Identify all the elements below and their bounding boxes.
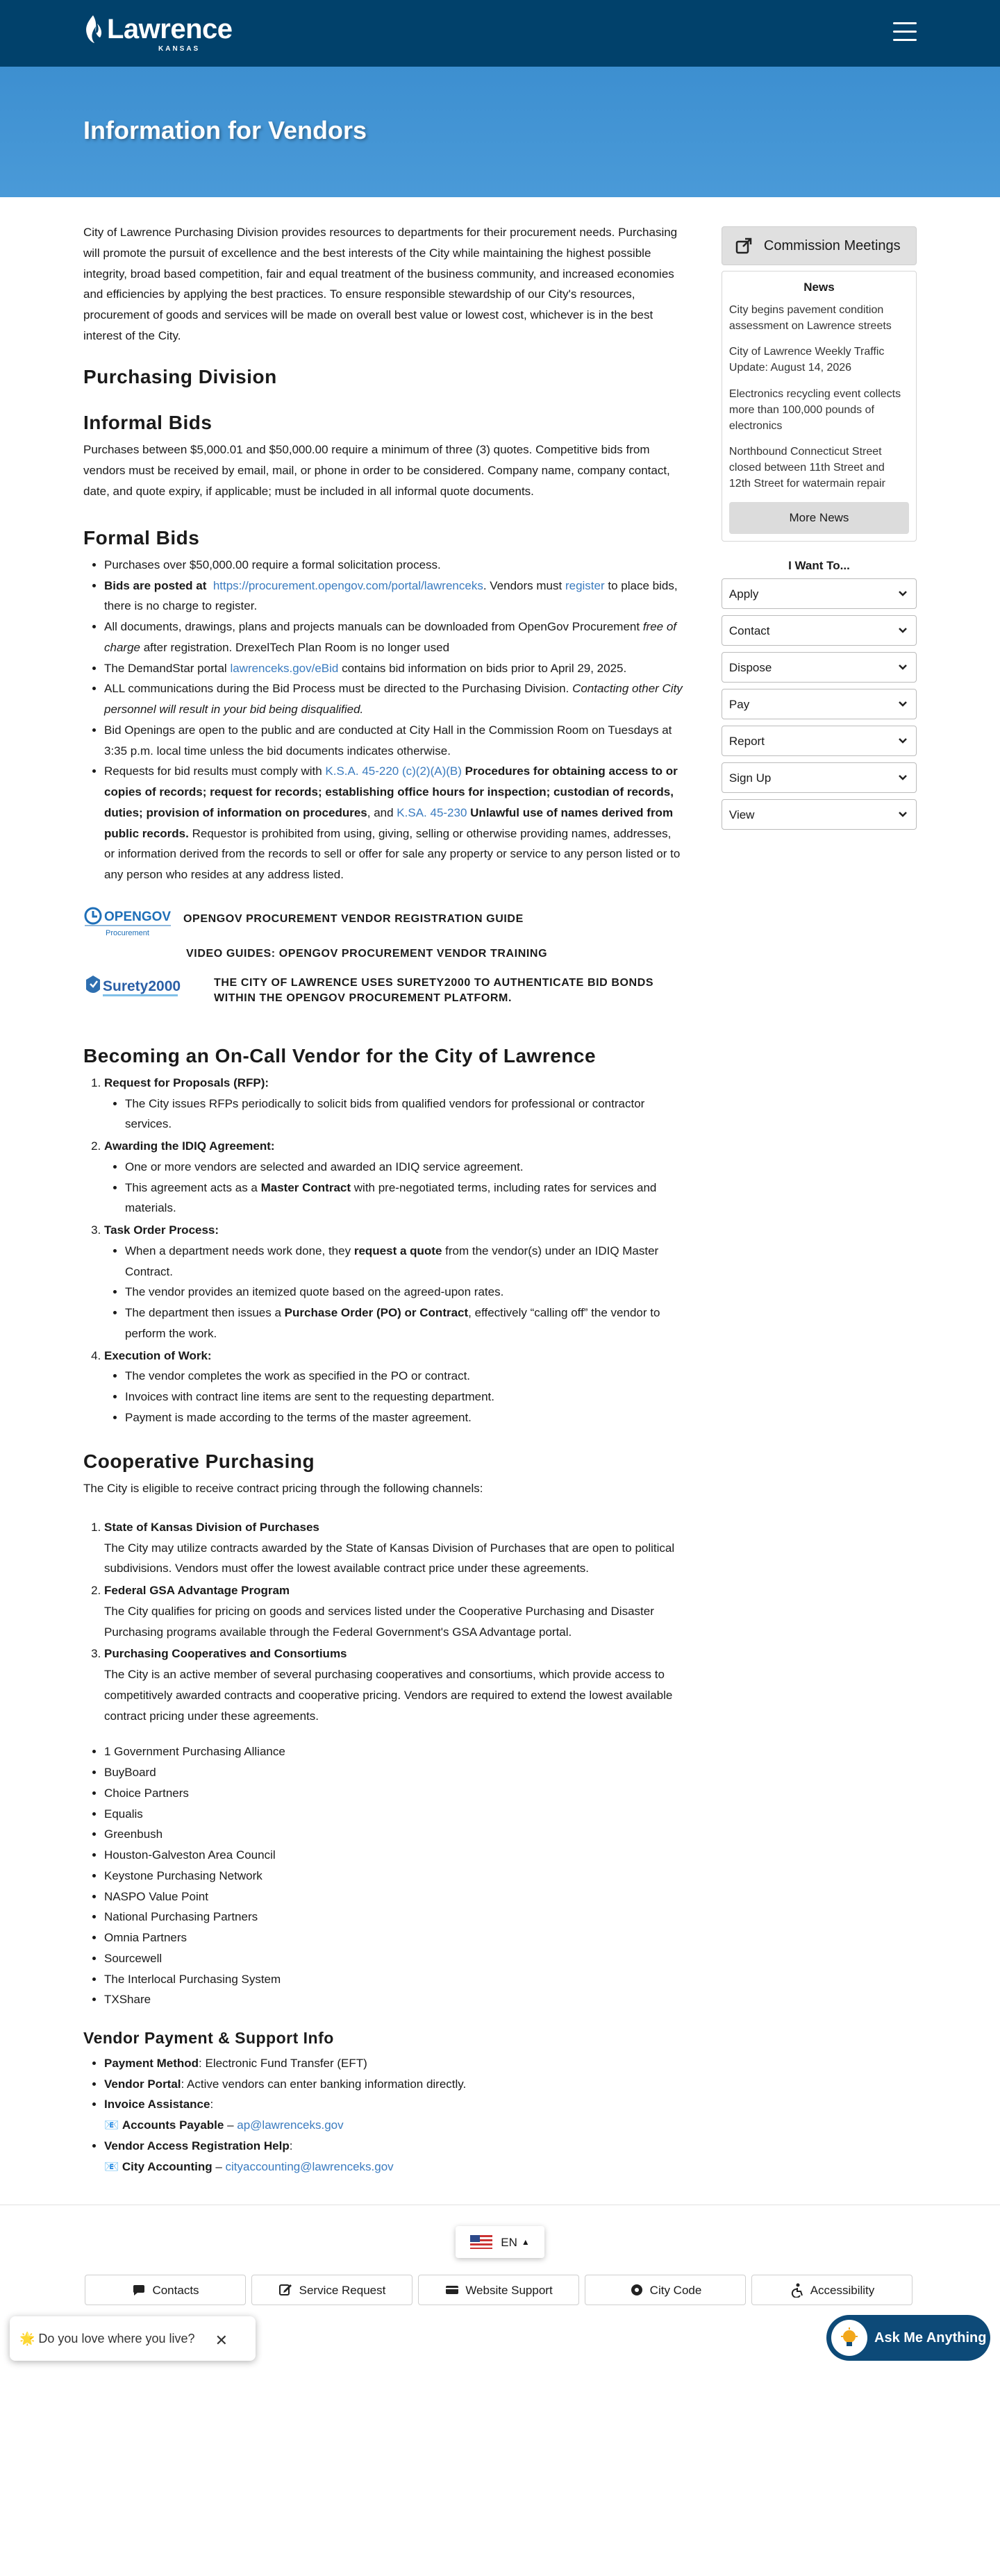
coop-list-item: • National Purchasing Partners (104, 1907, 684, 1927)
svg-text:Procurement: Procurement (106, 928, 149, 937)
formal-list (83, 555, 684, 885)
site-header (0, 0, 1000, 67)
list-item: • All documents, drawings, plans and projects manuals can be downloaded from OpenGov Procurement free of charge after registration. DrexelTech Plan Room is no longer used (104, 617, 684, 658)
list-item: • Requests for bid results must comply with K.S.A. 45-220 (c)(2)(A)(B) Procedures for obtaining access to or copies of records; request for records; establishing office hours for inspection; custodian of records, duties; provision of information on procedures, and K.SA. 45-230 Unlawful use of names derived from public records. Requestor is prohibited from using, giving, selling or otherwise providing names, addresses, or information derived from the records to sell or offer for sale any property or service to any person listed or to any person who resides at any address listed. (104, 761, 684, 885)
city-logo[interactable] (83, 14, 233, 53)
chevron-down-icon (898, 627, 908, 634)
news-item-link[interactable]: City of Lawrence Weekly Traffic Update: August 14, 2026 (728, 346, 885, 374)
surety2000-text: THE CITY OF LAWRENCE USES SURETY2000 TO AUTHENTICATE BID BONDS WITHIN THE OPENGOV PROCUREMENT PLATFORM. (214, 976, 654, 1004)
register-link[interactable]: register (565, 578, 605, 592)
list-item: • Bid Openings are open to the public and are conducted at City Hall in the Commission Room on Tuesdays at 3:35 p.m. local time unless the bid documents indicates otherwise. (104, 720, 684, 762)
coop-list-item: • Omnia Partners (104, 1927, 684, 1948)
footer-button[interactable]: City Code (585, 2275, 746, 2305)
list-item: 1. Request for Proposals (RFP): • The City issues RFPs periodically to solicit bids from qualified vendors for professional or contractor services. (104, 1073, 684, 1135)
payment-heading: Vendor Payment & Support Info (83, 2029, 334, 2048)
list-item: • Purchases over $50,000.00 require a formal solicitation process. (104, 555, 684, 576)
ask-me-anything-button[interactable]: Ask Me Anything (826, 2315, 990, 2361)
i-want-to-dropdown[interactable]: Pay (722, 689, 917, 719)
coop-list-item: • Sourcewell (104, 1948, 684, 1969)
sidebar (722, 222, 917, 2177)
video-guides-link[interactable]: VIDEO GUIDES: OPENGOV PROCUREMENT VENDOR TRAINING (186, 947, 548, 960)
intro-paragraph: City of Lawrence Purchasing Division provides resources to departments for their procurement needs. Purchasing will promote the pursuit of excellence and the best interests of the City while maintaining the highest possible integrity, broad based competition, fair and equal treatment of the business community, and increased economies and efficiencies by applying the best practices. To ensure responsible stewardship of our City's resources, procurement of goods and services will be made on overall best value or lowest cost, whichever is in the best interest of the City. (83, 226, 678, 342)
coop-list-item: • The Interlocal Purchasing System (104, 1969, 684, 1990)
news-item-link[interactable]: City begins pavement condition assessment on Lawrence streets (728, 303, 892, 332)
footer-button[interactable]: Website Support (418, 2275, 579, 2305)
coop-list-item: • Keystone Purchasing Network (104, 1866, 684, 1887)
chevron-down-icon (898, 737, 908, 744)
list-item: • Vendor Access Registration Help: 📧 City Accounting – cityaccounting@lawrenceks.gov (104, 2136, 684, 2177)
oncall-steps (83, 1073, 684, 1428)
list-item: • Vendor Portal: Active vendors can enter banking information directly. (104, 2074, 684, 2095)
lightbulb-icon (831, 2320, 867, 2356)
list-item: 3. Task Order Process: • When a department needs work done, they request a quote from the vendor(s) under an IDIQ Master Contract. • The vendor provides an itemized quote based on the agreed-upon rates. • The department then issues a Purchase Order (PO) or Contract, effectively “calling off” the vendor to perform the work. (104, 1220, 684, 1344)
chevron-down-icon (898, 701, 908, 708)
opengov-guide-link[interactable]: OPENGOV PROCUREMENT VENDOR REGISTRATION GUIDE (183, 913, 524, 926)
ksa-45-230-link[interactable]: K.SA. 45-230 (397, 805, 467, 819)
surety2000-logo (83, 971, 181, 1010)
mail-icon: 📧 (104, 2159, 119, 2173)
payment-list (83, 2053, 684, 2177)
list-item: 4. Execution of Work: • The vendor completes the work as specified in the PO or contract. • Invoices with contract line items are sent to the requesting department. • Payment is made according to the terms of the master agreement. (104, 1346, 684, 1428)
news-item-link[interactable]: Electronics recycling event collects more than 100,000 pounds of electronics (728, 387, 901, 432)
flame-icon (83, 14, 104, 44)
coop-list-item: • TXShare (104, 1989, 684, 2010)
hero-banner (0, 67, 1000, 197)
ap-email-link[interactable]: ap@lawrenceks.gov (237, 2118, 344, 2132)
news-item-link[interactable]: Northbound Connecticut Street closed between 11th Street and 12th Street for watermain repair (728, 446, 885, 490)
chevron-down-icon (898, 664, 908, 671)
commission-meetings-button[interactable]: Commission Meetings (722, 226, 917, 265)
chevron-down-icon (898, 590, 908, 597)
i-want-to-dropdown[interactable]: Apply (722, 578, 917, 609)
i-want-to-dropdown[interactable]: View (722, 799, 917, 830)
main-content (83, 222, 684, 2177)
coop-list-item: • Greenbush (104, 1824, 684, 1845)
list-item: • Invoice Assistance: 📧 Accounts Payable – ap@lawrenceks.gov (104, 2094, 684, 2136)
purchasing-heading: Purchasing Division (83, 365, 277, 387)
city-accounting-email-link[interactable]: cityaccounting@lawrenceks.gov (225, 2159, 394, 2173)
footer-button[interactable]: Service Request (251, 2275, 412, 2305)
page-title: Information for Vendors (83, 116, 367, 144)
footer-button[interactable]: Accessibility (751, 2275, 912, 2305)
close-icon[interactable]: ✕ (215, 2332, 228, 2350)
coop-list-item: • Equalis (104, 1804, 684, 1825)
informal-heading: Informal Bids (83, 411, 212, 433)
svg-text:OPENGOV: OPENGOV (104, 909, 172, 924)
chevron-down-icon (898, 774, 908, 781)
list-item: • The DemandStar portal lawrenceks.gov/eBid contains bid information on bids prior to April 29, 2025. (104, 658, 684, 679)
i-want-to-dropdown[interactable]: Contact (722, 615, 917, 646)
brand-sub: KANSAS (158, 45, 201, 53)
list-item: • Bids are posted at https://procurement.opengov.com/portal/lawrenceks. Vendors must register to place bids, there is no charge to register. (104, 576, 684, 617)
us-flag-icon (470, 2235, 492, 2249)
opengov-portal-link[interactable]: https://procurement.opengov.com/portal/lawrenceks (212, 578, 483, 592)
i-want-to-dropdown[interactable]: Sign Up (722, 762, 917, 793)
list-item: • ALL communications during the Bid Process must be directed to the Purchasing Division. Contacting other City personnel will result in your bid being disqualified. (104, 678, 684, 720)
svg-text:Surety2000: Surety2000 (103, 978, 181, 994)
list-item: 2. Awarding the IDIQ Agreement: • One or more vendors are selected and awarded an IDIQ service agreement. • This agreement acts as a Master Contract with pre-negotiated terms, including rates for services and materials. (104, 1136, 684, 1219)
coop-list-item: • Choice Partners (104, 1783, 684, 1804)
news-title: News (803, 281, 835, 294)
coop-list-item: • BuyBoard (104, 1762, 684, 1783)
chat-icon (131, 2282, 147, 2298)
oncall-heading: Becoming an On-Call Vendor for the City of Lawrence (83, 1044, 597, 1067)
chevron-up-icon: ▲ (521, 2236, 530, 2247)
footer-button[interactable]: Contacts (85, 2275, 246, 2305)
coop-list-item: • NASPO Value Point (104, 1887, 684, 1907)
language-selector[interactable]: EN ▲ (456, 2226, 544, 2258)
i-want-to-heading: I Want To... (788, 558, 850, 572)
news-panel (722, 271, 917, 542)
formal-heading: Formal Bids (83, 526, 200, 549)
ebid-link[interactable]: lawrenceks.gov/eBid (230, 661, 339, 675)
vendor-resources (83, 905, 684, 1010)
list-item: • Payment Method: Electronic Fund Transfer (EFT) (104, 2053, 684, 2074)
gear-icon (629, 2282, 644, 2298)
survey-toast[interactable]: 🌟 Do you love where you live? ✕ (10, 2316, 256, 2361)
coop-intro: The City is eligible to receive contract pricing through the following channels: (83, 1482, 483, 1496)
accessibility-icon (790, 2282, 805, 2298)
chevron-down-icon (898, 811, 908, 818)
site-footer (0, 2205, 1000, 2382)
ksa-45-220-link[interactable]: K.S.A. 45-220 (c)(2)(A)(B) (325, 764, 462, 778)
list-item: 1. State of Kansas Division of Purchases The City may utilize contracts awarded by the State of Kansas Division of Purchases that are open to political subdivisions. Vendors must offer the lowest available contract price under these agreements. (104, 1517, 684, 1579)
coop-list (83, 1741, 684, 2010)
list-item: 3. Purchasing Cooperatives and Consortiums The City is an active member of several purchasing cooperatives and consortiums, which provide access to competitively awarded contracts and cooperative pricing. Vendors are required to extend the lowest available contract pricing under these agreements. (104, 1644, 684, 1726)
brand-name: Lawrence (107, 14, 233, 44)
more-news-button[interactable]: More News (729, 502, 909, 534)
menu-icon[interactable] (893, 22, 917, 42)
external-link-icon (735, 237, 753, 255)
coop-channels (83, 1517, 684, 1727)
list-item: 2. Federal GSA Advantage Program The City qualifies for pricing on goods and services listed under the Cooperative Purchasing and Disaster Purchasing programs available through the Federal Government's GSA Advantage portal. (104, 1580, 684, 1642)
card-icon (444, 2282, 460, 2298)
informal-text: Purchases between $5,000.01 and $50,000.00 require a minimum of three (3) quotes. Competitive bids from vendors must be received by email, mail, or phone in order to be considered. Company name, company contact, date, and quote expiry, if applicable; must be included in all informal quote documents. (83, 443, 670, 498)
coop-list-item: • 1 Government Purchasing Alliance (104, 1741, 684, 1762)
i-want-to-dropdown[interactable]: Dispose (722, 652, 917, 683)
opengov-logo (83, 905, 172, 944)
coop-list-item: • Houston-Galveston Area Council (104, 1845, 684, 1866)
mail-icon: 📧 (104, 2118, 119, 2132)
i-want-to-dropdown[interactable]: Report (722, 726, 917, 756)
coop-heading: Cooperative Purchasing (83, 1450, 315, 1472)
edit-icon (278, 2282, 294, 2298)
